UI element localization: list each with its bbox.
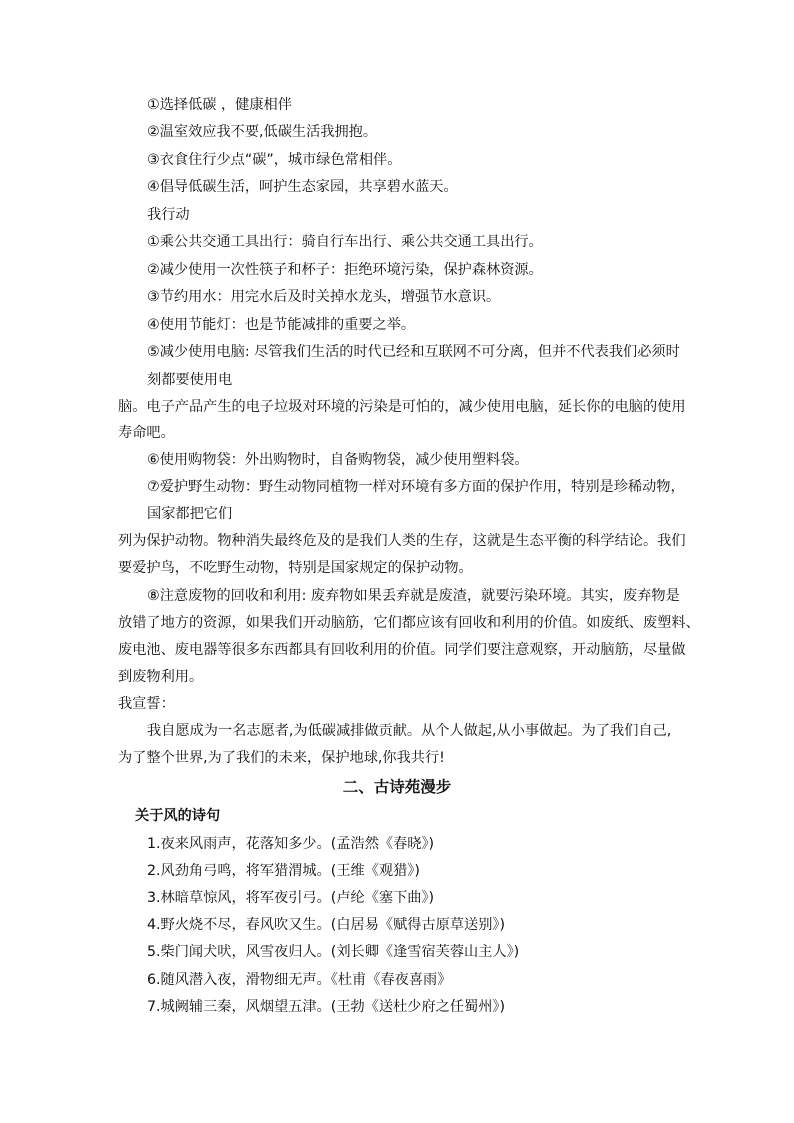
action-item: ⑧注意废物的回收和利用: 废弃物如果丢弃就是废渣，就要污染环境。其实，废弃物是: [147, 588, 680, 604]
action-item: ④使用节能灯：也是节能减排的重要之举。: [147, 317, 416, 333]
poem-line: 6.随风潜入夜，滑物细无声。《杜甫《春夜喜雨》: [147, 972, 452, 988]
slogan-item: ③衣食住行少点“碳”，城市绿色常相伴。: [147, 152, 402, 168]
action-item: ⑤减少使用电脑: 尽管我们生活的时代已经和互联网不可分离，但并不代表我们必须时: [147, 344, 680, 360]
action-item: ⑥使用购物袋：外出购物时，自备购物袋，减少使用塑料袋。: [147, 452, 529, 468]
poems-heading: 关于风的诗句: [135, 808, 221, 824]
action-item-continued: 刻都要使用电: [147, 372, 233, 388]
poem-line: 3.林暗草惊风，将军夜引弓。(卢纶《塞下曲》): [147, 890, 435, 906]
action-item-continued: 放错了地方的资源，如果我们开动脑筋，它们都应该有回收和利用的价值。如废纸、废塑料、: [118, 615, 700, 631]
action-item-continued: 脑。电子产品产生的电子垃圾对环境的污染是可怕的，减少使用电脑，延长你的电脑的使用: [118, 399, 686, 415]
slogan-item: ①选择低碳 ，健康相伴: [147, 97, 292, 113]
section-title: 二、古诗苑漫步: [342, 778, 452, 796]
slogan-item: ④倡导低碳生活，呵护生态家园，共享碧水蓝天。: [147, 179, 458, 195]
action-item-continued: 要爱护鸟，不吃野生动物，特别是国家规定的保护动物。: [118, 560, 473, 576]
poem-line: 4.野火烧不尽，春风吹又生。(白居易《赋得古原草送别》): [147, 917, 506, 933]
action-item-continued: 到废物利用。: [118, 669, 204, 685]
slogan-item: ②温室效应我不要,低碳生活我拥抱。: [147, 124, 378, 140]
poem-line: 7.城阙辅三秦，风烟望五津。(王勃《送杜少府之任蜀州》): [147, 999, 506, 1015]
poem-line: 1.夜来风雨声，花落知多少。(孟浩然《春晓》): [147, 836, 435, 852]
action-heading: 我行动: [147, 207, 190, 223]
action-item: ①乘公共交通工具出行：骑自行车出行、乘公共交通工具出行。: [147, 234, 543, 250]
pledge-text: 我自愿成为一名志愿者,为低碳减排做贡献。从个人做起,从小事做起。为了我们自己,: [147, 723, 672, 739]
poem-line: 5.柴门闻犬吠，风雪夜归人。(刘长卿《逢雪宿芙蓉山主人》): [147, 944, 520, 960]
pledge-heading: 我宣誓：: [118, 696, 175, 712]
action-item-continued: 列为保护动物。物种消失最终危及的是我们人类的生存，这就是生态平衡的科学结论。我们: [118, 533, 686, 549]
action-item: ⑦爱护野生动物：野生动物同植物一样对环境有多方面的保护作用，特别是珍稀动物，: [147, 479, 685, 495]
action-item-continued: 废电池、废电器等很多东西都具有回收利用的价值。同学们要注意观察，开动脑筋，尽量做: [118, 642, 686, 658]
poem-line: 2.风劲角弓鸣，将军猎渭城。(王维《观猎》): [147, 863, 420, 879]
action-item-continued: 寿命吧。: [118, 425, 175, 441]
action-item: ②减少使用一次性筷子和杯子：拒绝环境污染，保护森林资源。: [147, 262, 543, 278]
action-item: ③节约用水：用完水后及时关掉水龙头，增强节水意识。: [147, 289, 501, 305]
action-item-continued: 国家都把它们: [147, 506, 233, 522]
pledge-text-continued: 为了整个世界,为了我们的未来，保护地球,你我共行!: [118, 750, 445, 766]
